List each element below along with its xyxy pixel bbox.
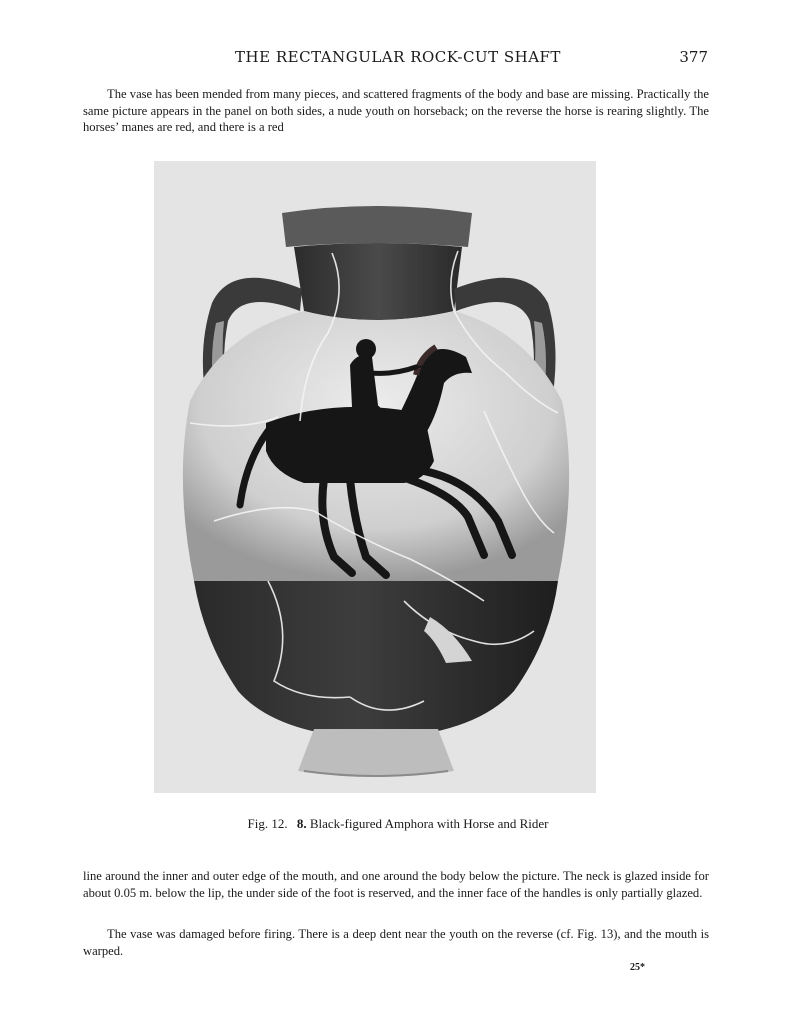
amphora-illustration — [154, 161, 596, 793]
caption-number: 8. — [296, 816, 307, 831]
body-paragraph-3: The vase was damaged before firing. There is a deep dent near the youth on the reverse (cf. Fig. 13), and the mouth is warped. — [83, 927, 709, 958]
figure-caption — [0, 816, 796, 832]
body-paragraph-2: line around the inner and outer edge of the mouth, and one around the body below the picture. The neck is glazed inside for about 0.05 m. below the lip, the under side of the foot is reserved, and the inner face of the handles is only partially glazed. — [83, 869, 709, 900]
page-number: 377 — [679, 48, 708, 66]
signature-mark: 25* — [630, 962, 645, 973]
running-head — [0, 48, 796, 70]
caption-prefix: Fig. 12. — [247, 816, 288, 831]
running-title: THE RECTANGULAR ROCK-CUT SHAFT — [235, 48, 561, 66]
amphora-photograph — [154, 161, 596, 793]
body-paragraph-1: The vase has been mended from many pieces, and scattered fragments of the body and base are missing. Practically the same picture appears in the panel on both sides, a nude youth on horseback; on the reverse the horse is rearing slightly. The horses’ manes are red, and there is a red — [83, 87, 709, 134]
caption-text: Black-figured Amphora with Horse and Rider — [309, 816, 549, 831]
